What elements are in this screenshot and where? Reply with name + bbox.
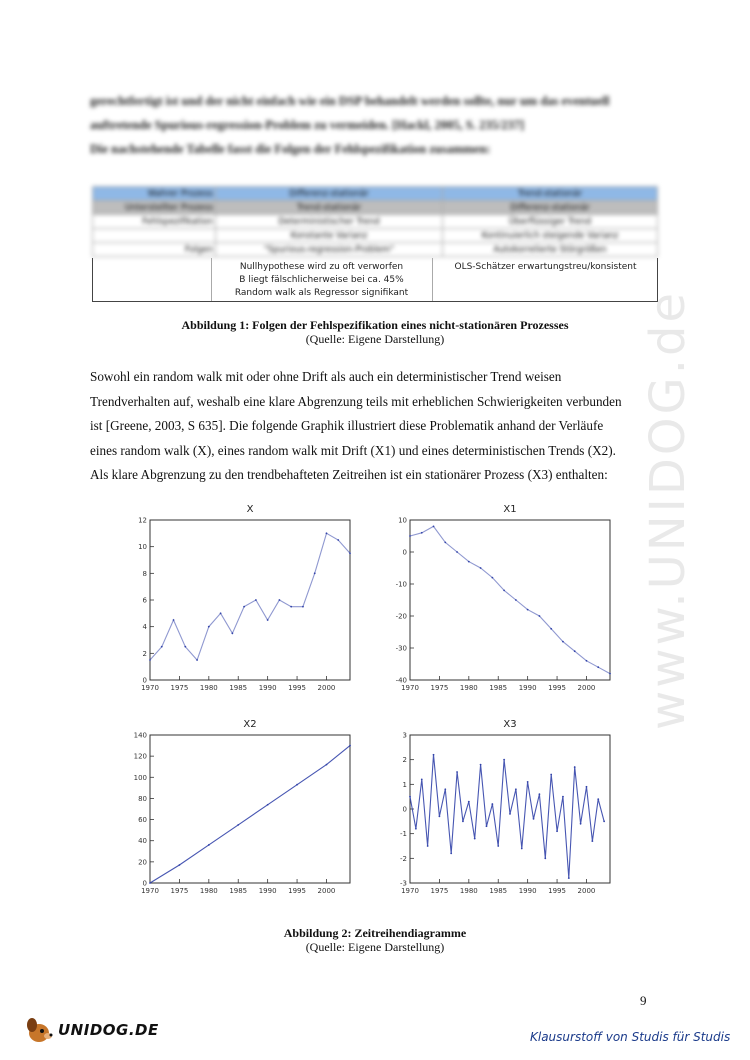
y-tick-label: 40	[138, 837, 147, 846]
page-number: 9	[640, 993, 647, 1008]
x-tick-label: 1985	[229, 684, 248, 692]
table-cell: Trend-stationär	[216, 201, 443, 215]
table-cell: Deterministischer Trend	[216, 215, 443, 229]
y-tick-label: 0	[142, 676, 147, 685]
intro-paragraph	[90, 89, 662, 161]
data-point	[184, 646, 186, 648]
table-cell: Unterstellter Prozess	[93, 201, 216, 215]
intro-line: auftretende Spurious-regression-Problem zu vermeiden. [Hackl, 2005, S. 235/237]	[90, 118, 525, 132]
table-row	[93, 243, 658, 257]
y-tick-label: -2	[400, 854, 407, 863]
data-point	[491, 577, 493, 579]
data-point	[421, 532, 423, 534]
data-point	[208, 626, 210, 628]
data-point	[480, 764, 482, 766]
y-tick-label: 12	[138, 516, 147, 525]
data-point	[326, 764, 328, 766]
table-cell-line: OLS-Schätzer erwartungstreu/konsistent	[454, 262, 637, 272]
data-point	[591, 840, 593, 842]
dog-icon	[24, 1015, 58, 1045]
figure-2-source: (Quelle: Eigene Darstellung)	[305, 940, 445, 954]
y-tick-label: 140	[133, 731, 147, 740]
table-cell: Folgen	[93, 243, 216, 257]
x-tick-label: 1990	[518, 887, 537, 895]
data-point	[409, 796, 411, 798]
x-tick-label: 1990	[258, 684, 277, 692]
data-point	[474, 838, 476, 840]
data-point	[603, 820, 605, 822]
figure-1-title: Abbildung 1: Folgen der Fehlspezifikation eines nicht-stationären Prozesses	[181, 318, 569, 332]
y-tick-label: -20	[395, 612, 407, 621]
x-tick-label: 2000	[577, 684, 596, 692]
data-point	[326, 532, 328, 534]
figure-1-source: (Quelle: Eigene Darstellung)	[305, 332, 445, 346]
table-cell: "Spurious-regression-Problem"	[216, 243, 443, 257]
table-cell	[211, 258, 433, 302]
data-point	[450, 853, 452, 855]
x-tick-label: 1990	[518, 684, 537, 692]
y-tick-label: 8	[142, 569, 147, 578]
chart-frame	[150, 520, 350, 680]
x-tick-label: 1970	[401, 684, 419, 692]
table-cell-line: Nullhypothese wird zu oft verworfen	[239, 262, 404, 272]
x-tick-label: 1975	[430, 684, 449, 692]
y-tick-label: 100	[133, 773, 147, 782]
data-point	[468, 801, 470, 803]
data-point	[456, 771, 458, 773]
x-tick-label: 1980	[199, 887, 218, 895]
data-point	[468, 561, 470, 563]
data-point	[220, 612, 222, 614]
x-tick-label: 1985	[489, 684, 508, 692]
table-header-row	[93, 187, 658, 201]
figure-2-title: Abbildung 2: Zeitreihendiagramme	[283, 926, 467, 940]
table-header-cell: Trend-stationär	[443, 187, 658, 201]
data-point	[237, 824, 239, 826]
y-tick-label: 2	[402, 756, 407, 765]
y-tick-label: 4	[142, 623, 147, 632]
unidog-logo	[24, 1015, 159, 1045]
data-point	[586, 786, 588, 788]
body-line: eines random walk (X), eines random walk mit Drift (X1) und eines deterministischen Trends (X2).	[90, 442, 616, 458]
data-point	[279, 599, 281, 601]
x-tick-label: 1980	[199, 684, 218, 692]
data-point	[196, 659, 198, 661]
x-tick-label: 1995	[288, 684, 306, 692]
y-tick-label: -30	[395, 644, 407, 653]
table-cell: Überflüssiger Trend	[443, 215, 658, 229]
x-tick-label: 1980	[459, 887, 478, 895]
y-tick-label: 10	[398, 516, 407, 525]
data-point	[302, 606, 304, 608]
y-tick-label: 0	[402, 548, 407, 557]
table-cell	[93, 229, 216, 243]
chart-title: X1	[503, 504, 517, 515]
table-header-cell: Differenz-stationär	[216, 187, 443, 201]
data-point	[562, 641, 564, 643]
x-tick-label: 2000	[577, 887, 596, 895]
data-point	[521, 848, 523, 850]
data-point	[149, 882, 151, 884]
table-blurred-part	[92, 186, 658, 257]
table-cell	[434, 258, 658, 302]
y-tick-label: -1	[400, 830, 407, 839]
chart-title: X	[246, 504, 254, 515]
x-tick-label: 1975	[170, 684, 189, 692]
x-tick-label: 1995	[548, 684, 566, 692]
data-point	[231, 632, 233, 634]
table-row	[93, 215, 658, 229]
data-point	[444, 788, 446, 790]
data-point	[503, 590, 505, 592]
data-point	[255, 599, 257, 601]
data-point	[515, 599, 517, 601]
data-point	[149, 659, 151, 661]
data-point	[527, 781, 529, 783]
table-cell: Fehlspezifikation	[93, 215, 216, 229]
x-tick-label: 1995	[288, 887, 306, 895]
data-point	[509, 813, 511, 815]
y-tick-label: 0	[402, 805, 407, 814]
figure-2-caption	[75, 926, 675, 954]
data-point	[539, 615, 541, 617]
table-row	[93, 229, 658, 243]
time-series-charts	[120, 495, 620, 905]
y-tick-label: 120	[133, 752, 147, 761]
table-cell: Konstante Varianz	[216, 229, 443, 243]
data-point	[527, 609, 529, 611]
body-line: Als klare Abgrenzung zu den trendbehafteten Zeitreihen ist ein stationärer Prozess (X3) enthalten:	[90, 467, 608, 482]
intro-line: Die nachstehende Tabelle fasst die Folgen der Fehlspezifikation zusammen:	[90, 142, 491, 156]
x-tick-label: 1980	[459, 684, 478, 692]
table-subheader-row	[93, 201, 658, 215]
y-tick-label: 6	[142, 596, 147, 605]
chart-title: X3	[503, 719, 517, 730]
data-point	[433, 526, 435, 528]
watermark: www.UNIDOG.de	[640, 289, 696, 730]
chart-frame	[150, 735, 350, 883]
data-point	[580, 823, 582, 825]
data-point	[480, 567, 482, 569]
data-point	[290, 606, 292, 608]
y-tick-label: 20	[138, 858, 147, 867]
data-point	[515, 788, 517, 790]
data-point	[539, 793, 541, 795]
data-point	[179, 864, 181, 866]
y-tick-label: 2	[142, 649, 147, 658]
data-point	[444, 542, 446, 544]
data-point	[296, 784, 298, 786]
data-point	[161, 646, 163, 648]
data-point	[597, 798, 599, 800]
y-tick-label: -40	[395, 676, 407, 685]
data-point	[586, 660, 588, 662]
y-tick-label: 0	[142, 879, 147, 888]
x-tick-label: 1970	[401, 887, 419, 895]
data-point	[421, 779, 423, 781]
y-tick-label: 80	[138, 794, 147, 803]
table-cell	[92, 258, 212, 302]
data-point	[609, 673, 611, 675]
logo-text: UNIDOG.DE	[58, 1021, 159, 1039]
data-point	[439, 816, 441, 818]
data-point	[574, 650, 576, 652]
data-point	[497, 845, 499, 847]
data-point	[568, 877, 570, 879]
data-point	[597, 666, 599, 668]
table-header-cell: Wahrer Prozess	[93, 187, 216, 201]
y-tick-label: 10	[138, 543, 147, 552]
y-tick-label: 60	[138, 816, 147, 825]
data-point	[562, 796, 564, 798]
data-point	[349, 745, 351, 747]
data-point	[544, 857, 546, 859]
data-point	[433, 754, 435, 756]
x-tick-label: 1985	[229, 887, 248, 895]
data-point	[349, 552, 351, 554]
table-cell-line: Random walk als Regressor signifikant	[234, 288, 409, 298]
x-tick-label: 1970	[141, 684, 159, 692]
data-point	[243, 606, 245, 608]
data-point	[486, 825, 488, 827]
data-point	[503, 759, 505, 761]
data-point	[173, 619, 175, 621]
x-tick-label: 1985	[489, 887, 508, 895]
y-tick-label: -3	[400, 879, 407, 888]
data-point	[337, 539, 339, 541]
data-point	[462, 820, 464, 822]
data-point	[574, 766, 576, 768]
data-point	[550, 628, 552, 630]
data-point	[427, 845, 429, 847]
body-line: Sowohl ein random walk mit oder ohne Drift als auch ein deterministischer Trend weisen	[90, 369, 562, 384]
x-tick-label: 2000	[317, 684, 336, 692]
y-tick-label: 1	[402, 780, 407, 789]
data-point	[456, 551, 458, 553]
x-tick-label: 1995	[548, 887, 566, 895]
body-line: ist [Greene, 2003, S 635]. Die folgende Graphik illustriert diese Problematik anhand der Verläufe	[90, 418, 604, 433]
chart-title: X2	[243, 719, 257, 730]
y-tick-label: 3	[402, 731, 407, 740]
table-folgen-detail	[92, 258, 658, 302]
figure-1-caption	[75, 318, 675, 346]
body-paragraph	[90, 365, 662, 488]
x-tick-label: 1970	[141, 887, 159, 895]
data-point	[550, 774, 552, 776]
y-tick-label: -10	[395, 580, 407, 589]
data-point	[208, 844, 210, 846]
table-bottom-border	[92, 301, 658, 302]
data-point	[409, 535, 411, 537]
table-cell-line: B liegt fälschlicherweise bei ca. 45%	[239, 275, 404, 285]
table-cell: Kontinuierlich steigende Varianz	[443, 229, 658, 243]
data-point	[533, 818, 535, 820]
x-tick-label: 1975	[170, 887, 189, 895]
data-point	[267, 619, 269, 621]
x-tick-label: 1975	[430, 887, 449, 895]
intro-line: gerechtfertigt ist und der nicht einfach wie ein DSP behandelt werden sollte, nur um das eventuell	[90, 94, 610, 108]
data-point	[267, 804, 269, 806]
data-point	[314, 572, 316, 574]
x-tick-label: 2000	[317, 887, 336, 895]
data-point	[415, 828, 417, 830]
table-cell: Differenz-stationär	[443, 201, 658, 215]
body-line: Trendverhalten auf, weshalb eine klare Abgrenzung teils mit erheblichen Schwierigkeiten verbunden	[90, 393, 622, 409]
footer-slogan: Klausurstoff von Studis für Studis	[530, 1030, 731, 1044]
x-tick-label: 1990	[258, 887, 277, 895]
data-point	[556, 830, 558, 832]
table-cell: Autokorrelierte Störgrößen	[443, 243, 658, 257]
data-point	[491, 803, 493, 805]
